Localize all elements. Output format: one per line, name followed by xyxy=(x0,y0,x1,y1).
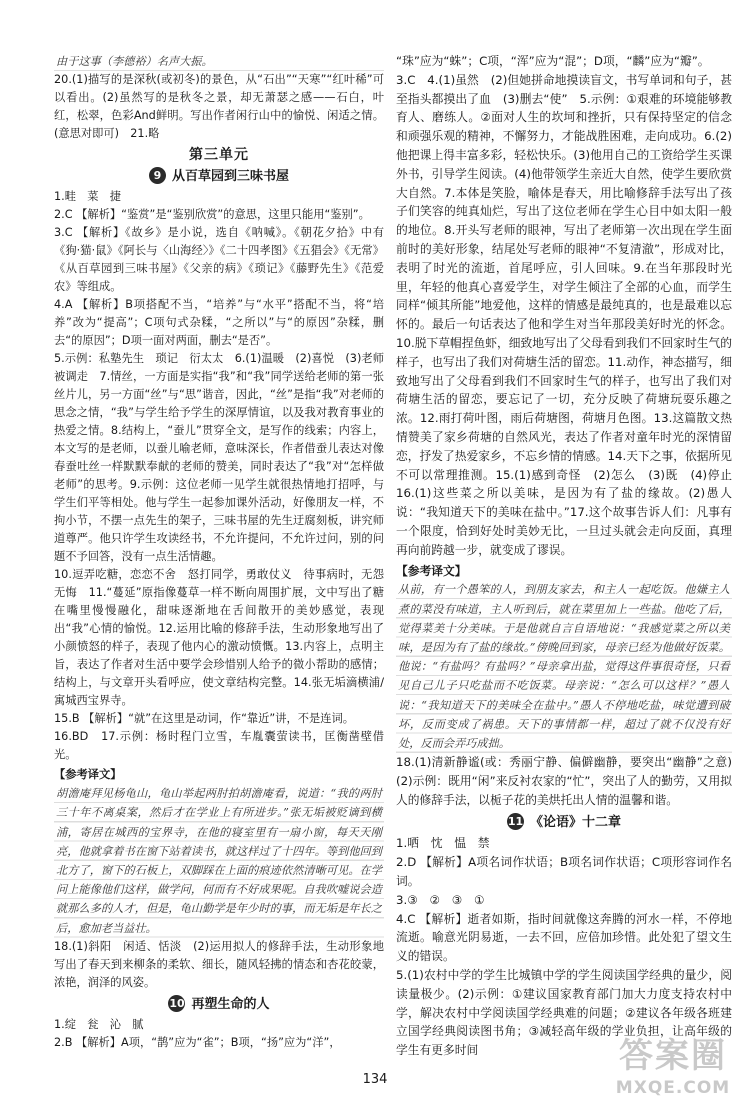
handwritten-translation: 胡澹庵拜见杨龟山，龟山举起两肘拍胡澹庵看，说道：“我的两肘三十年不离桌案，然后才在学业上有所进步。”张无垢被贬谪到横浦，寄居在城西的宝界寺，在他的寝室里有一扇小窗，每天天刚亮，他就拿着书在窗下站着读书，就这样过了十四年。等到他回到北方了，窗下的石板上，双脚踩在上面的痕迹依然清晰可见。在学问上能像他们这样，做学问，何而有不好成果呢。自我吹嘘说会造就那么多的人才，但是，龟山勤学是年少时的事，而无垢是年长之后，愈加老当益壮。 xyxy=(54,784,384,938)
answer-paragraph: 3.C 4.(1)虽然 (2)但她拼命地摸读盲文，书写单词和句子，甚至指头都摸出了血 (3)删去“使” 5.示例：①艰难的环境能够教育人、磨练人。②面对人生的坎坷和挫折，只有保持坚定的信念和顽强乐观的精神，不懈努力，才能战胜困难，走向成功。6.(2)他把课上得丰富多彩，轻松快乐。(3)他用自己的工资给学生买课外书，引导学生阅读。(4)他带领学生亲近大自然，使学生要欣赏大自然。7.本体是笑脸，喻体是春天，用比喻修辞手法写出了孩子们笑容的纯真灿烂，写出了这位老师在学生心目中如太阳一般的地位。8.开头写老师的眼神，写出了老师第一次出现在学生面前时的美好形象，结尾处写老师的眼神“不复清澈”，形成对比，表明了时光的流逝，首尾呼应，引人回味。9.在当年那段时光里，年轻的他真心喜爱学生，对学生倾注了全部的心血，而学生同样“倾其所能”地爱他，这样的情感是最纯真的，也是最难以忘怀的。最后一句话表达了他和学生对当年那段美好时光的怀念。10.脱下草帽捏鱼虾，细致地写出了父母看到我们不回家时生气的样子，也写出了我们对荷塘生活的留恋。11.动作，神态描写，细致地写出了父母看到我们不回家时生气的样子，也写出了我们对荷塘生活的留恋，要忘记了一切，充分反映了荷塘玩耍乐趣之浓。12.雨打荷叶图，雨后荷塘图，荷塘月色图。13.这篇散文热情赞美了家乡荷塘的自然风光，表达了作者对童年时光的深情留恋，抒发了热爱家乡，不忘乡情的情感。14.天下之事，依据所见不可以常理推测。15.(1)感到奇怪 (2)怎么 (3)既 (4)停止 16.(1)这些菜之所以美味，是因为有了盐的缘故。(2)愚人说：“我知道天下的美味在盐中。”17.这个故事告诉人们：凡事有一个限度，恰到好处时美妙无比，一旦过头就会走向反面，真理再向前跨越一步，就变成了谬误。 xyxy=(396,72,744,557)
lesson-number-badge: 9 xyxy=(149,167,166,184)
answer-paragraph: 2.B 【解析】A项，“鹊”应为“雀”；B项，“扬”应为“洋”， xyxy=(54,1035,341,1049)
lesson-name: 《论语》十二章 xyxy=(529,814,621,830)
lesson-title xyxy=(396,813,732,833)
answer-paragraph: 5.(1)农村中学的学生比城镇中学的学生阅读国学经典的量少，阅读量极少。(2)示例：①建议国家教育部门加大力度支持农村中学，解决农村中学阅读国学经典难的问题；②建议各年级各班建立国学经典阅读图书角；③减轻高年级的学业负担，让高年级的学生有更多时间 xyxy=(396,967,732,1058)
answer-paragraph: 1.哂 忱 愠 禁 xyxy=(396,836,490,851)
section-heading: 【参考译文】 xyxy=(54,768,122,782)
answer-paragraph: 10.逗弄吃糖，恋恋不舍 怒打同学，勇敢仗义 待事病时，无怨无悔 11.“蔓延”原指像蔓草一样不断向周围扩展，文中写出了糖在嘴里慢慢融化，甜味逐渐地在舌间散开的美妙感觉，表现出“我”心情的愉悦。12.运用比喻的修辞手法，生动形象地写出了小颜愤怒的样子，表现了他内心的激动愤慨。13.内容上，点明主旨，表达了作者对生活中要学会珍惜别人给予的微小帮助的感情；结构上，与文章开头看呼应，使文章结构完整。14.张无垢滴横浦/寓城西宝界寺。 xyxy=(54,568,384,708)
answer-paragraph: 3.③ ② ③ ① xyxy=(396,892,485,907)
answer-paragraph: 20.(1)描写的是深秋(或初冬)的景色，从“石出”“天寒”“红叶稀”可以看出。(2)虽然写的是秋冬之景，却无萧瑟之感——石白，叶红，松翠，色彩And鲜明。写出作者闲行山中的愉悦、闲适之情。(意思对即可) 21.略 xyxy=(54,73,384,141)
answer-paragraph: 4.C 【解析】逝者如斯，指时间就像这奔腾的河水一样，不停地流逝。喻意光阴易逝，一去不回，应倍加珍惜。此处犯了望文生义的错误。 xyxy=(396,911,732,964)
answer-paragraph: 5.示例：私塾先生 琐记 衍太太 6.(1)温暖 (2)喜悦 (3)老师被调走 7.情丝，一方面是实指“我”和“我”同学送给老师的第一张丝片儿，另一方面“丝”与“思”谐音，因此，“丝”是指“我”对老师的思念之情，“我”与学生给予学生的深厚情谊，以及我对教育事业的热爱之情。8.结构上，“蚕儿”贯穿全文，是写作的线索；内容上，本文写的是老师，以蚕儿喻老师，意味深长，作者借蚕儿表达对像春蚕吐丝一样默默奉献的老师的赞美，同时表达了“我”对“怎样做老师”的思考。9.示例：这位老师一见学生就很热情地打招呼，与学生们平等相处。他与学生一起参加课外活动，好像朋友一样，不拘小节，不摆一点先生的架子，三味书屋的先生迂腐刻板，讲究师道尊严。他只许学生攻读经书，不允许提问，不允许过问，别的问题不予回答，没有一点生活情趣。 xyxy=(54,352,384,564)
handwritten-translation: 由于这事（李德裕）名声大振。 xyxy=(54,52,384,71)
lesson-name: 从百草园到三味书屋 xyxy=(171,169,289,185)
watermark-url: MXQE.COM xyxy=(615,1078,731,1098)
section-heading: 【参考译文】 xyxy=(396,563,467,578)
page-number: 134 xyxy=(362,1072,388,1087)
answer-paragraph: 2.C 【解析】“鉴赏”是“鉴别欣赏”的意思，这里只能用“鉴别”。 xyxy=(54,208,370,222)
lesson-number-badge: 10 xyxy=(169,996,185,1010)
left-column xyxy=(54,52,384,1052)
answer-paragraph: 2.D 【解析】A项名词作状语；B项名词作状语；C项形容词作名词。 xyxy=(396,855,732,888)
lesson-number-badge: 11 xyxy=(507,814,524,828)
watermark-text: 答案圈 xyxy=(619,1036,727,1076)
answer-paragraph: 18.(1)斜阳 闲适、恬淡 (2)运用拟人的修辞手法，生动形象地写出了春天到来柳条的柔软、细长，随风轻拂的情态和杏花皎蒙，浓艳，润泽的风姿。 xyxy=(54,939,384,989)
answer-paragraph: 1.绽 瓮 沁 腻 xyxy=(54,1017,144,1031)
lesson-name: 再塑生命的人 xyxy=(191,996,270,1012)
handwritten-translation: 从前，有一个愚笨的人，到朋友家去，和主人一起吃饭。他嫌主人煮的菜没有味道，主人听到后，就在菜里加上一些盐。他吃了后，觉得菜美十分美味。于是他就自言自语地说：“我感觉菜之所以美味，是因为有了盐的缘故。”傍晚回到家，母亲已经为他做好饭菜。他说：“有盐吗？有盐吗？”母亲拿出盐，觉得这件事很奇怪，只看见自己儿子只吃盐而不吃饭菜。母亲说：“怎么可以这样？”愚人说：“我知道天下的美味全在盐中。”愚人不停地吃盐，味觉遭到破坏，反而变成了祸患。天下的事情都一样，超过了就不仅没有好处，反而会弄巧成拙。 xyxy=(396,580,732,753)
right-column xyxy=(396,52,744,1060)
watermark-logo xyxy=(608,1034,738,1108)
lesson-title xyxy=(54,995,384,1014)
lesson-title xyxy=(54,167,384,186)
answer-paragraph: 15.B 【解析】“就”在这里是动词，作“靠近”讲，不是连词。 xyxy=(54,712,354,726)
unit-title: 第三单元 xyxy=(189,147,249,164)
answer-paragraph: 18.(1)清新静谧(或：秀丽宁静、偏僻幽静，要突出“幽静”之意) (2)示例：既用“闲”来反衬农家的“忙”，突出了人的勤劳，又用拟人的修辞手法，以栀子花的美烘托出人情的温馨和谐。 xyxy=(396,755,744,807)
answer-paragraph: 4.A 【解析】B项搭配不当，“培养”与“水平”搭配不当，将“培养”改为“提高”；C项句式杂糅，“之所以”与“的原因”杂糅，删去“的原因”；D项一面对两面，删去“是否”。 xyxy=(54,298,384,348)
answer-paragraph: 1.畦 菜 捷 xyxy=(54,190,121,204)
answer-paragraph: 3.C 【解析】《故乡》是小说，选自《呐喊》。《朝花夕拾》中有《狗·猫·鼠》《阿长与〈山海经〉》《二十四孝图》《五猖会》《无常》《从百草园到三味书屋》《父亲的病》《琐记》《藤野先生》《范爱农》等组成。 xyxy=(54,226,384,294)
answer-paragraph: 16.BD 17.示例：杨时程门立雪，车胤囊萤读书，匡衡凿壁借光。 xyxy=(54,730,384,762)
answer-paragraph: “珠”应为“蛛”；C项，“浑”应为“混”；D项，“麟”应为“瓣”。 xyxy=(396,54,710,68)
